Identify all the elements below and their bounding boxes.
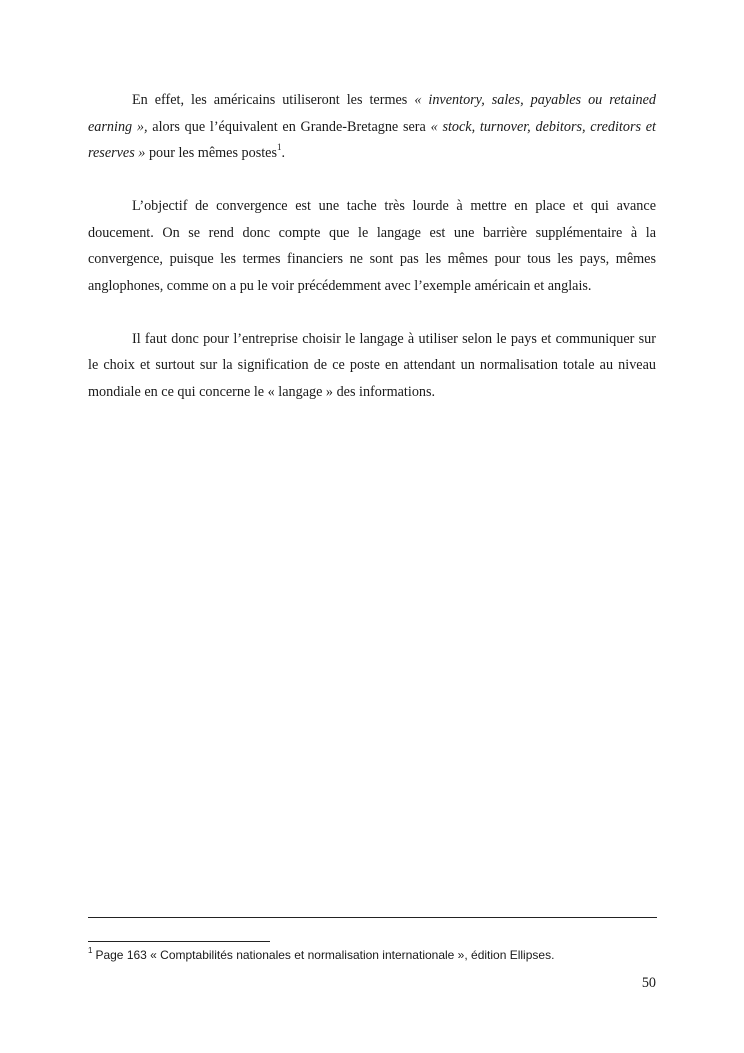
footnote: [88, 947, 658, 963]
paragraph-text: .: [281, 145, 286, 161]
paragraph-conclusion: Il faut donc pour l’entreprise choisir le langage à utiliser selon le pays et communiquer sur le choix et surtout sur la signification de ce poste en attendant un normalisation totale au niveau mondiale en ce qui concerne le « langage » des informations.: [88, 330, 656, 400]
paragraph-text: pour les mêmes postes: [145, 145, 277, 161]
footnote-text: Page 163 « Comptabilités nationales et normalisation internationale », édition Ellipses.: [95, 948, 555, 962]
page-number: 50: [641, 975, 656, 991]
footnote-reference: 1: [277, 142, 282, 153]
paragraph-text: En effet, les américains utiliseront les termes: [132, 92, 415, 108]
american-terms: « inventory, sales, payables ou retained earning »,: [88, 92, 657, 135]
body-text: [88, 87, 656, 432]
paragraph-terminology: [88, 87, 656, 167]
british-terms: « stock, turnover, debitors, creditors et reserves »: [88, 118, 656, 161]
page-divider: [88, 917, 657, 918]
footnote-number: 1: [88, 946, 93, 955]
paragraph-text: alors que l’équivalent en Grande-Bretagne sera: [147, 118, 431, 135]
footnote-divider: [88, 941, 270, 942]
paragraph-convergence: L’objectif de convergence est une tache très lourde à mettre en place et qui avance doucement. On se rend donc compte que le langage est une barrière supplémentaire à la convergence, puisque les termes financiers ne sont pas les mêmes pour tous les pays, mêmes anglophones, comme on a pu le voir précédemment avec l’exemple américain et anglais.: [88, 198, 656, 294]
